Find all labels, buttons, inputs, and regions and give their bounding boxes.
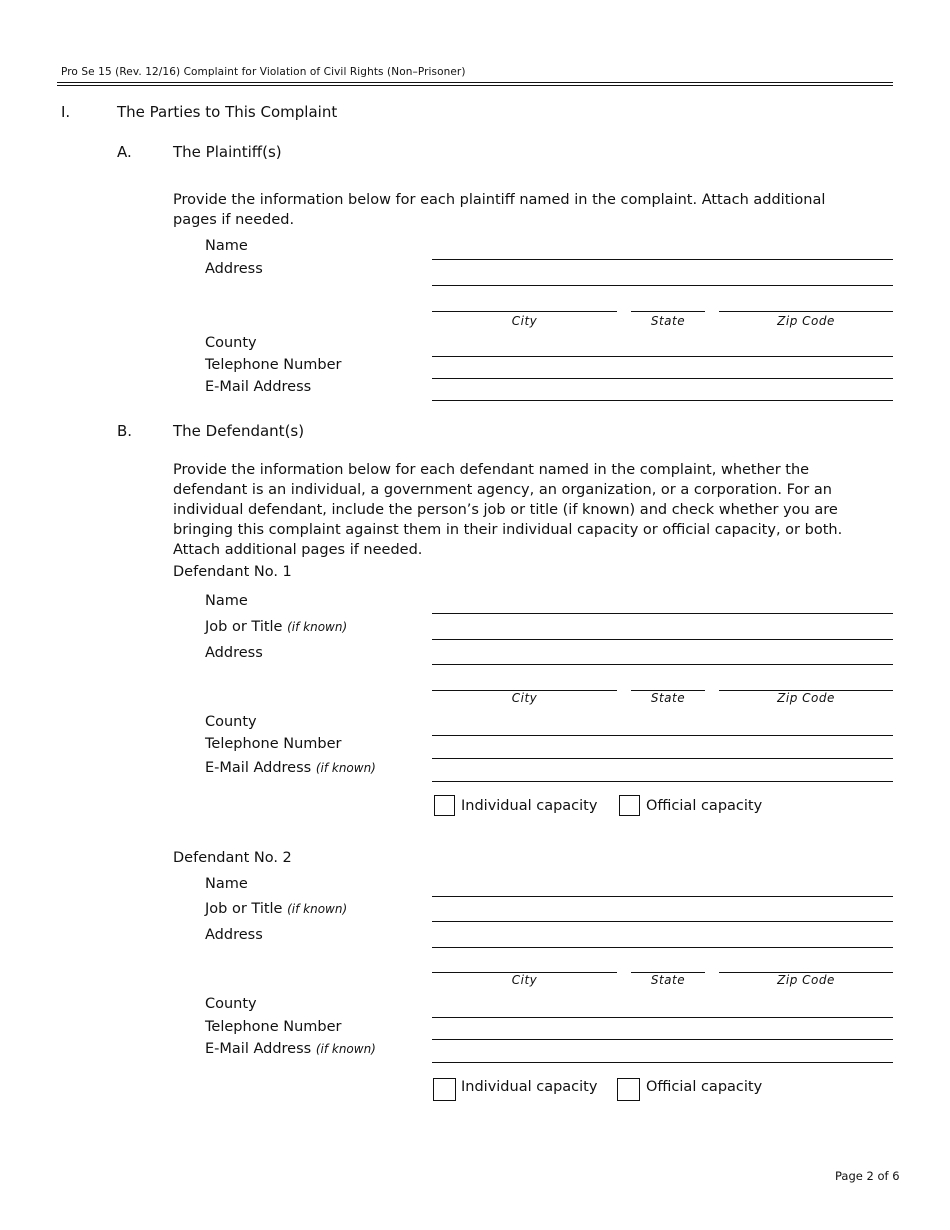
plaintiff-county-label: County [205,335,257,351]
defendant-2-official-checkbox[interactable] [617,1078,640,1101]
defendant-2-address-label: Address [205,927,263,943]
defendant-1-name-field[interactable] [432,613,893,614]
defendant-1-job-label: Job or Title (if known) [205,619,348,635]
defendant-2-telephone-label: Telephone Number [205,1019,342,1035]
plaintiff-email-field[interactable] [432,400,893,401]
defendant-1-job-note: (if known) [287,620,348,634]
plaintiff-state-caption: State [650,314,686,328]
plaintiff-address-label: Address [205,261,263,277]
defendant-2-email-field[interactable] [432,1062,893,1063]
defendant-2-telephone-field[interactable] [432,1039,893,1040]
defendants-title: The Defendant(s) [173,422,305,440]
defendant-1-email-field[interactable] [432,781,893,782]
page-number: Page 2 of 6 [835,1169,900,1183]
plaintiff-telephone-field[interactable] [432,378,893,379]
section-number: I. [61,103,71,121]
defendant-1-official-label: Official capacity [646,798,763,814]
plaintiff-zip-field[interactable] [719,311,893,312]
defendant-1-job-field[interactable] [432,639,893,640]
plaintiff-zip-caption: Zip Code [777,314,835,328]
defendant-2-email-label: E-Mail Address (if known) [205,1041,376,1057]
defendant-2-city-caption: City [511,973,538,987]
plaintiffs-instructions: Provide the information below for each plaintiff named in the complaint. Attach additional pages if needed. [173,192,826,228]
defendants-instructions: Provide the information below for each defendant named in the complaint, whether the defendant is an individual, a government agency, an organization, or a corporation. For an individual defendant, include the person’s job or title (if known) and check whether you are bringing this complaint against them in their individual capacity or official capacity, or both. Attach additional pages if needed. [173,462,843,558]
plaintiffs-title: The Plaintiff(s) [173,143,282,161]
header-rule-top [57,82,893,83]
plaintiff-email-label: E-Mail Address [205,379,312,395]
defendant-2-street-field[interactable] [432,947,893,948]
section-title: The Parties to This Complaint [117,103,338,121]
defendant-1-county-label: County [205,714,257,730]
plaintiff-county-field[interactable] [432,356,893,357]
defendant-1-individual-checkbox[interactable] [434,795,455,816]
defendant-1-official-checkbox[interactable] [619,795,640,816]
plaintiff-city-field[interactable] [432,311,617,312]
defendant-1-email-label: E-Mail Address (if known) [205,760,376,776]
plaintiff-telephone-label: Telephone Number [205,357,342,373]
plaintiff-street-field[interactable] [432,285,893,286]
defendant-1-state-caption: State [650,691,686,705]
form-header: Pro Se 15 (Rev. 12/16) Complaint for Violation of Civil Rights (Non–Prisoner) [61,66,466,78]
plaintiff-city-caption: City [511,314,538,328]
defendant-2-heading: Defendant No. 2 [173,850,292,866]
defendant-1-address-label: Address [205,645,263,661]
defendant-2-email-note: (if known) [315,1042,376,1056]
defendant-2-job-field[interactable] [432,921,893,922]
defendant-2-official-label: Official capacity [646,1079,763,1095]
defendant-1-zip-caption: Zip Code [777,691,835,705]
defendant-1-city-caption: City [511,691,538,705]
defendant-2-job-note: (if known) [287,902,348,916]
defendant-1-heading: Defendant No. 1 [173,564,292,580]
defendant-1-county-field[interactable] [432,735,893,736]
defendant-2-county-label: County [205,996,257,1012]
defendant-1-name-label: Name [205,593,248,609]
defendant-2-individual-checkbox[interactable] [433,1078,456,1101]
defendant-2-individual-label: Individual capacity [461,1079,598,1095]
defendant-1-telephone-label: Telephone Number [205,736,342,752]
header-rule-bottom [57,85,893,86]
plaintiff-name-field[interactable] [432,259,893,260]
plaintiff-state-field[interactable] [631,311,705,312]
defendants-letter: B. [117,422,133,440]
plaintiffs-letter: A. [117,143,132,161]
defendant-1-street-field[interactable] [432,664,893,665]
defendant-2-name-field[interactable] [432,896,893,897]
plaintiff-name-label: Name [205,238,248,254]
defendant-1-telephone-field[interactable] [432,758,893,759]
defendant-2-state-caption: State [650,973,686,987]
defendant-1-email-note: (if known) [315,761,376,775]
defendant-1-individual-label: Individual capacity [461,798,598,814]
defendant-2-job-label: Job or Title (if known) [205,901,348,917]
defendant-2-zip-caption: Zip Code [777,973,835,987]
defendant-2-county-field[interactable] [432,1017,893,1018]
defendant-2-name-label: Name [205,876,248,892]
